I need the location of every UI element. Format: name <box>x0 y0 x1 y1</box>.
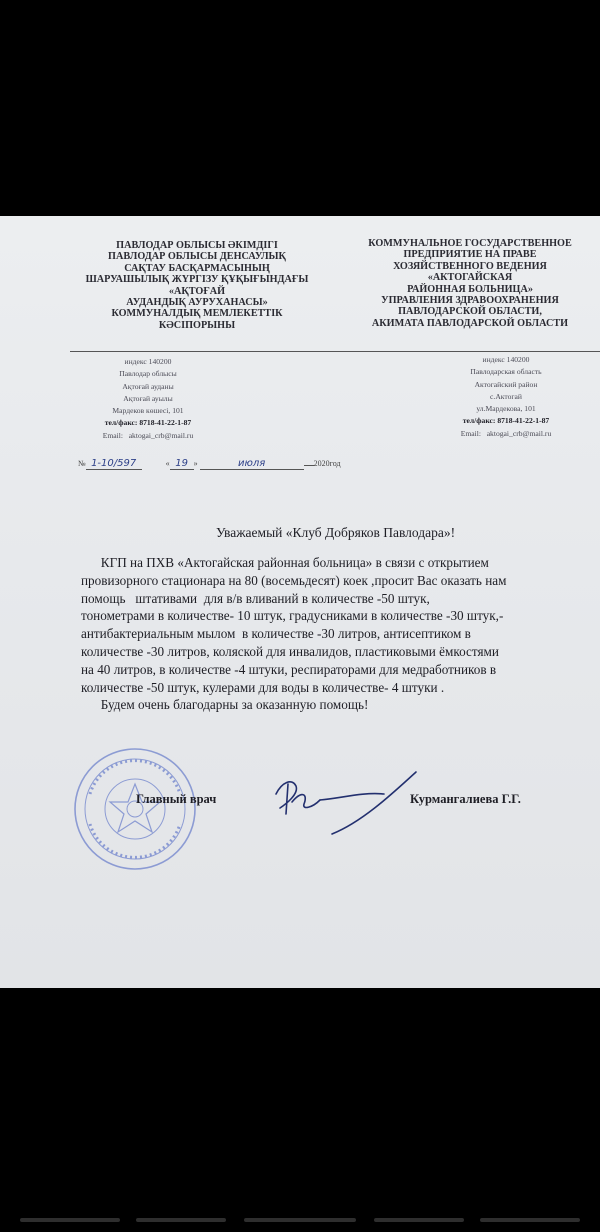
greeting: Уважаемый «Клуб Добряков Павлодара»! <box>216 525 456 540</box>
address-phone: тел/факс: 8718-41-22-1-87 <box>104 418 192 428</box>
address-street: Мардеков көшесі, 101 <box>112 406 184 416</box>
header-left-line: ШАРУАШЫЛЫҚ ЖҮРГІЗУ ҚҰҚЫҒЫНДАҒЫ <box>85 274 309 286</box>
body-line: количестве -30 литров, коляской для инвалидов, пластиковыми ёмкостями <box>81 643 499 659</box>
header-kazakh <box>66 240 328 331</box>
letter-sheet <box>0 216 600 988</box>
address-district: Актогайский район <box>474 379 538 389</box>
header-right-line: КОММУНАЛЬНОЕ ГОСУДАРСТВЕННОЕ <box>368 238 572 249</box>
nav-indicator <box>20 1218 120 1222</box>
header-left-line: «АҚТОҒАЙ <box>168 285 226 297</box>
body-line: количестве -50 штук, кулерами для воды в количестве- 4 штуки . <box>81 679 445 695</box>
body-line: антибактериальным мылом в количестве -30 литров, антисептиком в <box>81 626 471 642</box>
registration-number: 1-10/597 <box>86 458 142 470</box>
header-left-line: АУДАНДЫҚ АУРУХАНАСЫ» <box>126 297 268 309</box>
address-village: с.Актогай <box>490 391 522 401</box>
address-email: Email: aktogai_crb@mail.ru <box>460 428 552 438</box>
body-line: помощь штативами для в/в вливаний в количестве -50 штук, <box>81 590 430 606</box>
header-left-line: ПАВЛОДАР ОБЛЫСЫ ӘКІМДІГІ <box>116 240 278 251</box>
address-village: Ақтоғай ауылы <box>123 393 173 403</box>
body-line: провизорного стационара на 80 (восемьдесят) коек ,просит Вас оказать нам <box>81 572 507 588</box>
address-region: Павлодарская область <box>470 367 542 377</box>
header-right-line: УПРАВЛЕНИЯ ЗДРАВООХРАНЕНИЯ <box>381 295 559 307</box>
header-right-line: ХОЗЯЙСТВЕННОГО ВЕДЕНИЯ <box>393 260 547 272</box>
address-block-kazakh <box>78 356 218 442</box>
header-left-line: САҚТАУ БАСҚАРМАСЫНЫҢ <box>124 262 270 274</box>
nav-indicator <box>374 1218 464 1222</box>
address-index: индекс 140200 <box>482 355 530 364</box>
official-stamp-icon <box>70 744 200 874</box>
header-left-line: КОММУНАЛДЫҚ МЕМЛЕКЕТТІК <box>111 308 283 320</box>
nav-indicator <box>480 1218 580 1222</box>
address-phone: тел/факс: 8718-41-22-1-87 <box>462 416 550 426</box>
header-right-line: «АКТОГАЙСКАЯ <box>427 272 513 284</box>
header-right-line: РАЙОННАЯ БОЛЬНИЦА» <box>407 283 533 295</box>
address-district: Ақтоғай ауданы <box>122 381 174 391</box>
registration-number-prefix: № <box>78 459 86 468</box>
body-line: Будем очень благодарны за оказанную помощь! <box>81 697 369 713</box>
header-right-line: АКИМАТА ПАВЛОДАРСКОЙ ОБЛАСТИ <box>371 317 569 329</box>
header-divider <box>70 351 600 352</box>
signatory-name: Курмангалиева Г.Г. <box>410 792 521 806</box>
nav-indicator <box>244 1218 356 1222</box>
address-block-russian <box>446 354 566 440</box>
registration-line: № 1-10/597 « 19 » июля 2020год <box>78 458 341 469</box>
body-line: на 40 литров, в количестве -4 штуки, респираторами для медработников в <box>81 661 497 677</box>
address-street: ул.Мардекова, 101 <box>476 404 536 414</box>
address-region: Павлодар облысы <box>119 369 177 379</box>
body-line: тонометрами в количестве- 10 штук, градусниками в количестве -30 штук,- <box>81 608 504 624</box>
header-right-line: ПРЕДПРИЯТИЕ НА ПРАВЕ <box>403 249 537 261</box>
registration-day: 19 <box>170 458 194 470</box>
handwritten-signature <box>262 764 422 844</box>
body-line: КГП на ПХВ «Актогайская районная больница» в связи с открытием <box>81 555 489 570</box>
letter-body <box>81 554 600 714</box>
address-email: Email: aktogai_crb@mail.ru <box>102 430 194 440</box>
registration-month: июля <box>200 458 304 470</box>
signatory-title: Главный врач <box>136 792 217 806</box>
header-russian <box>340 238 600 329</box>
header-left-line: ПАВЛОДАР ОБЛЫСЫ ДЕНСАУЛЫҚ <box>108 251 286 263</box>
registration-year: 2020год <box>313 459 341 468</box>
address-index: индекс 140200 <box>124 357 172 366</box>
header-left-line: КӘСІПОРЫНЫ <box>158 319 236 331</box>
nav-indicator <box>136 1218 226 1222</box>
header-right-line: ПАВЛОДАРСКОЙ ОБЛАСТИ, <box>398 306 542 318</box>
